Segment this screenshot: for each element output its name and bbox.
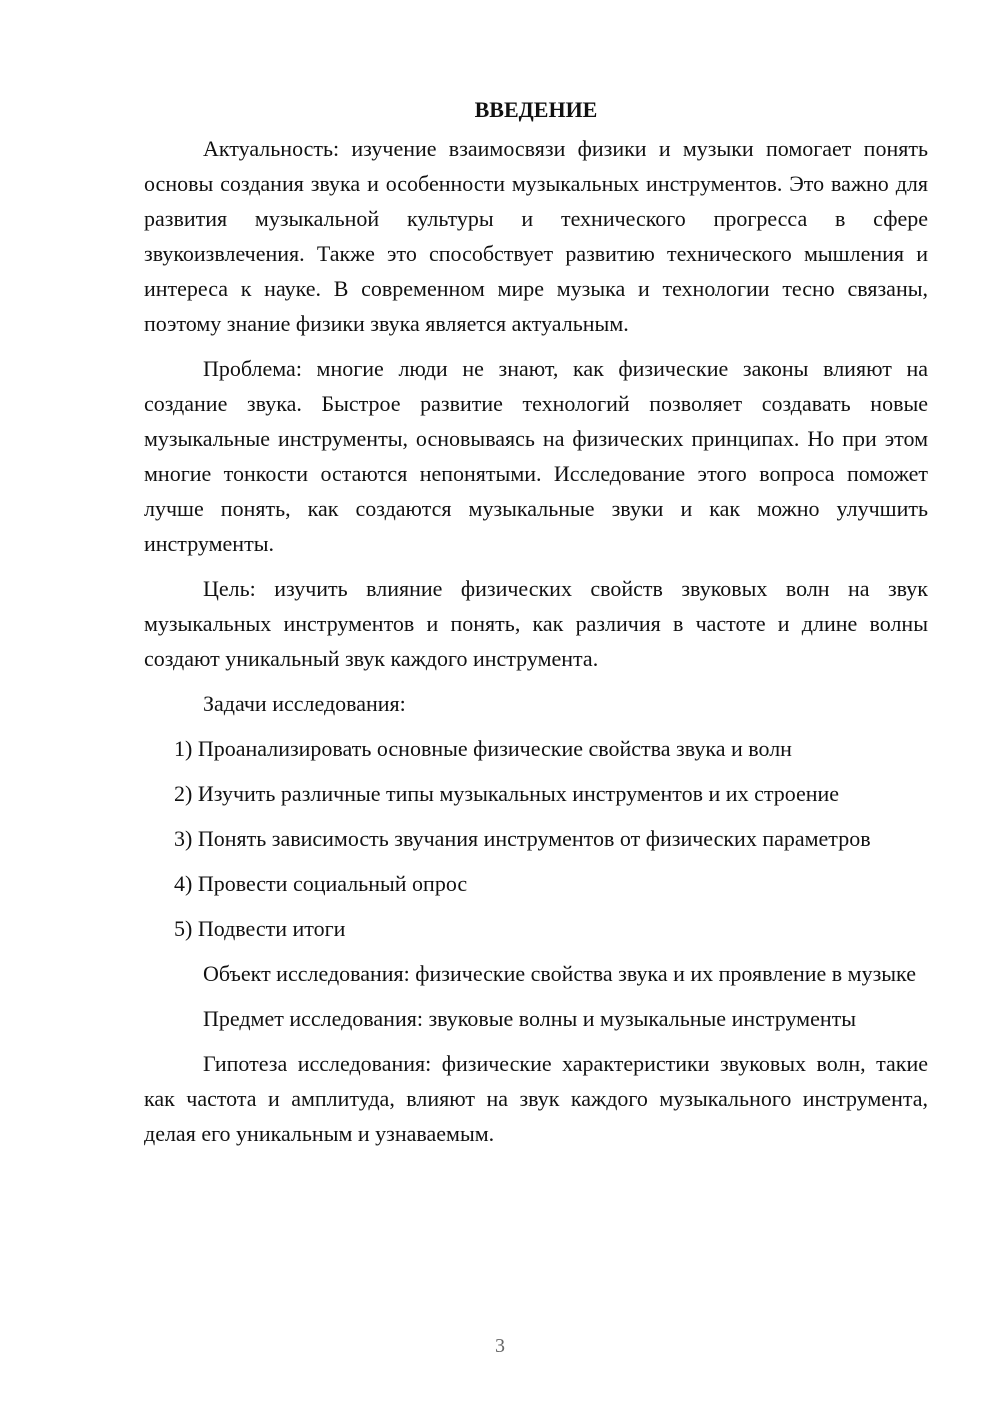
- goal-paragraph: Цель: изучить влияние физических свойств звуковых волн на звук музыкальных инструментов и понять, как различия в частоте и длине волны создают уникальный звук каждого инструмента.: [144, 576, 928, 671]
- hypothesis-paragraph: Гипотеза исследования: физические характеристики звуковых волн, такие как частота и амплитуда, влияют на звук каждого музыкального инструмента, делая его уникальным и узнаваемым.: [144, 1051, 928, 1146]
- problem-paragraph: Проблема: многие люди не знают, как физические законы влияют на создание звука. Быстрое развитие технологий позволяет создавать новые музыкальные инструменты, основываясь на физических принципах. Но при этом многие тонкости остаются непонятыми. Исследование этого вопроса поможет лучше понять, как создаются музыкальные звуки и как можно улучшить инструменты.: [144, 356, 928, 556]
- tasks-heading: Задачи исследования:: [203, 691, 406, 716]
- task-item-4: 4) Провести социальный опрос: [174, 871, 468, 896]
- task-item-3: 3) Понять зависимость звучания инструментов от физических параметров: [174, 826, 871, 851]
- object-paragraph: Объект исследования: физические свойства звука и их проявление в музыке: [203, 961, 916, 986]
- page-number: 3: [495, 1335, 505, 1357]
- subject-paragraph: Предмет исследования: звуковые волны и музыкальные инструменты: [203, 1006, 857, 1031]
- document-page: [144, 92, 928, 1161]
- task-item-2: 2) Изучить различные типы музыкальных инструментов и их строение: [174, 781, 840, 806]
- task-item-1: 1) Проанализировать основные физические свойства звука и волн: [174, 736, 792, 761]
- task-item-5: 5) Подвести итоги: [174, 916, 346, 941]
- relevance-paragraph: Актуальность: изучение взаимосвязи физики и музыки помогает понять основы создания звука и особенности музыкальных инструментов. Это важно для развития музыкальной культуры и технического прогресса в сфере звукоизвлечения. Также это способствует развитию технического мышления и интереса к науке. В современном мире музыка и технологии тесно связаны, поэтому знание физики звука является актуальным.: [144, 136, 928, 336]
- section-title: ВВЕДЕНИЕ: [474, 97, 598, 122]
